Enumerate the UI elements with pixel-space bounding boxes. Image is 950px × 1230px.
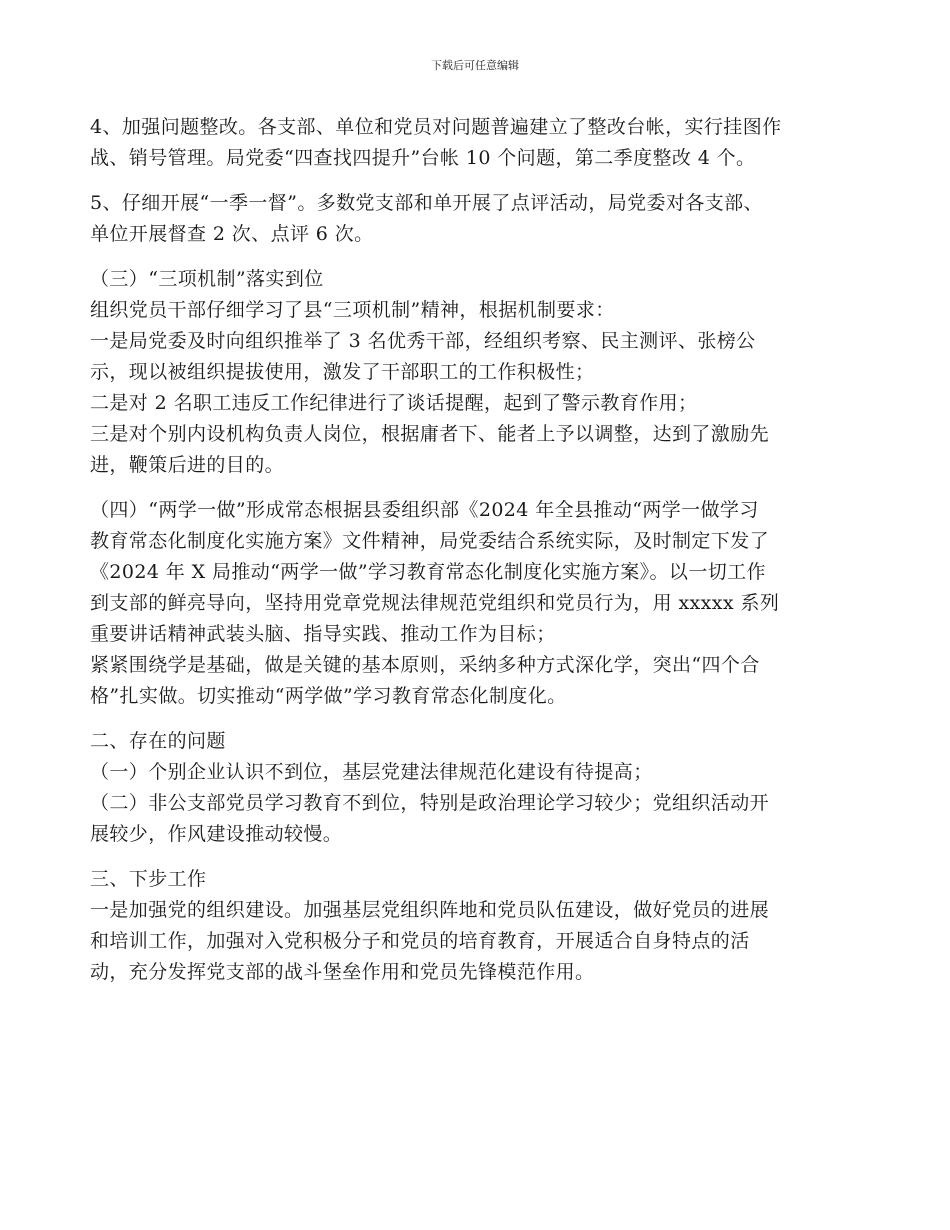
text-line: 格”扎实做。切实推动“两学做”学习教育常态化制度化。: [90, 685, 567, 707]
text-line: 战、销号管理。局党委“四查找四提升”台帐 10 个问题，第二季度整改 4 个。: [90, 147, 756, 169]
paragraph-item-4: [90, 112, 865, 174]
text-line: 4、加强问题整改。各支部、单位和党员对问题普遍建立了整改台帐，实行挂图作: [90, 116, 782, 138]
text-line: 紧紧围绕学是基础，做是关键的基本原则，采纳多种方式深化学，突出“四个合: [90, 654, 760, 676]
text-line: 一是加强党的组织建设。加强基层党组织阵地和党员队伍建设，做好党员的进展: [90, 899, 770, 921]
section-two-learn-one-do: [90, 495, 865, 712]
text-line: 组织党员干部仔细学习了县“三项机制”精神，根据机制要求：: [90, 299, 615, 321]
text-line: 一是局党委及时向组织推举了 3 名优秀干部，经组织考察、民主测评、张榜公: [90, 330, 756, 352]
text-line: 进，鞭策后进的目的。: [90, 454, 285, 476]
text-line: 和培训工作，加强对入党积极分子和党员的培育教育，开展适合自身特点的活: [90, 930, 750, 952]
section-existing-problems: [90, 726, 865, 850]
text-line: （二）非公支部党员学习教育不到位，特别是政治理论学习较少；党组织活动开: [90, 792, 770, 814]
text-line: 单位开展督查 2 次、点评 6 次。: [90, 223, 374, 245]
text-line: 教育常态化制度化实施方案》文件精神，局党委结合系统实际，及时制定下发了: [90, 530, 770, 552]
text-line: 到支部的鲜亮导向，坚持用党章党规法律规范党组织和党员行为，用 xxxxx 系列: [90, 592, 780, 614]
text-line: 《2024 年 X 局推动“两学一做”学习教育常态化制度化实施方案》。以一切工作: [90, 561, 766, 583]
text-line: 5、仔细开展“一季一督”。多数党支部和单开展了点评活动，局党委对各支部、: [90, 192, 763, 214]
section-next-steps: [90, 864, 865, 988]
text-line: 重要讲话精神武装头脑、指导实践、推动工作为目标；: [90, 623, 556, 645]
page-header: 下载后可任意编辑: [431, 59, 519, 72]
text-line: （一）个别企业认识不到位，基层党建法律规范化建设有待提高；: [90, 761, 653, 783]
section-heading: 三、下步工作: [90, 868, 207, 890]
text-line: 三是对个别内设机构负责人岗位，根据庸者下、能者上予以调整，达到了激励先: [90, 423, 770, 445]
text-line: （四）“两学一做”形成常态根据县委组织部《2024 年全县推动“两学一做学习: [90, 499, 759, 521]
section-heading: （三）“三项机制”落实到位: [90, 268, 324, 290]
section-three-mechanisms: [90, 264, 865, 481]
text-line: 展较少，作风建设推动较慢。: [90, 823, 343, 845]
section-heading: 二、存在的问题: [90, 730, 226, 752]
document-body: [90, 112, 865, 988]
text-line: 示，现以被组织提拔使用，激发了干部职工的工作积极性；: [90, 361, 595, 383]
paragraph-item-5: [90, 188, 865, 250]
text-line: 动，充分发挥党支部的战斗堡垒作用和党员先锋模范作用。: [90, 961, 595, 983]
text-line: 二是对 2 名职工违反工作纪律进行了谈话提醒，起到了警示教育作用；: [90, 392, 698, 414]
